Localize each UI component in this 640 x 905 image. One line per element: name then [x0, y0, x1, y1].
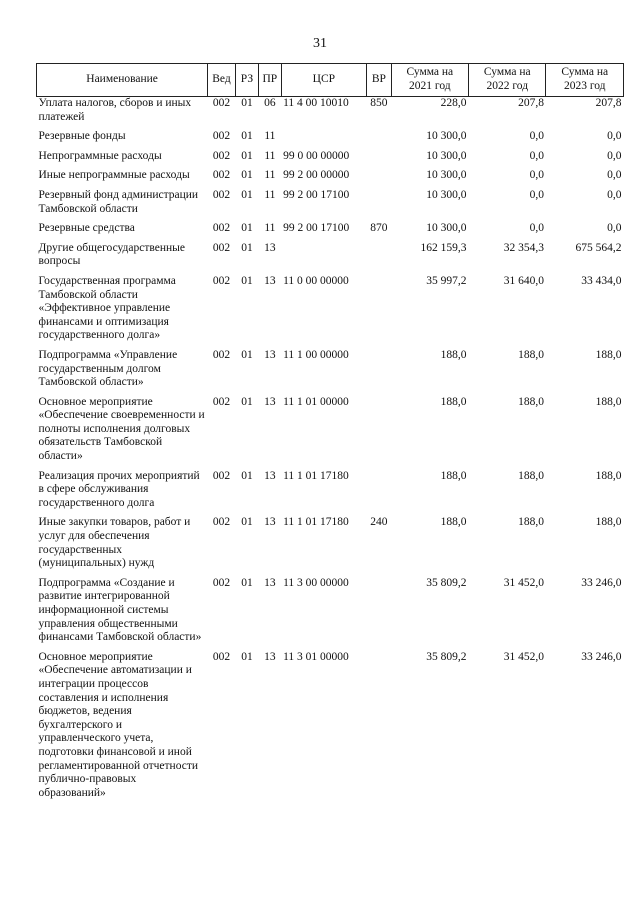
- cell-pr: 11: [264, 169, 276, 182]
- cell-pr: 13: [264, 469, 276, 482]
- cell-name: Резервный фонд администрации Тамбовской области: [38, 188, 199, 215]
- cell-name: Основное мероприятие «Обеспечение автоматизации и интеграции процессов составления и исполнения бюджетов, ведения бухгалтерского и управленческого учета, подготовки финансовой и иной регламентированной отчетности публично-правовых образований»: [38, 650, 199, 799]
- cell-vr: [367, 651, 391, 801]
- cell-sum-2021: 188,0: [440, 395, 467, 408]
- header-pr: ПР: [259, 64, 281, 97]
- cell-name: Уплата налогов, сборов и иных платежей: [38, 97, 192, 123]
- table-row: [37, 577, 624, 645]
- cell-sum-2021: 10 300,0: [426, 130, 467, 143]
- cell-sum-2022: 188,0: [518, 516, 544, 529]
- cell-sum-2022: 31 452,0: [503, 650, 544, 663]
- cell-ved: 002: [212, 469, 231, 482]
- cell-sum-2021: 228,0: [440, 97, 467, 109]
- cell-ved: 002: [212, 274, 231, 287]
- cell-name: Другие общегосударственные вопросы: [38, 241, 185, 268]
- cell-rz: 01: [241, 650, 253, 663]
- cell-vr: 850: [370, 97, 388, 109]
- header-rz: РЗ: [235, 64, 258, 97]
- cell-sum-2021: 35 809,2: [426, 576, 467, 589]
- cell-pr: 13: [264, 395, 276, 408]
- header-sum-2021: Сумма на 2021 год: [391, 64, 468, 97]
- header-csr: ЦСР: [281, 64, 367, 97]
- cell-sum-2021: 10 300,0: [426, 222, 467, 235]
- cell-sum-2023: 207,8: [595, 97, 622, 109]
- cell-rz: 01: [241, 188, 253, 201]
- cell-sum-2021: 35 997,2: [426, 274, 467, 287]
- cell-pr: 13: [264, 516, 276, 529]
- cell-sum-2023: 0,0: [607, 222, 622, 235]
- cell-rz: 01: [241, 576, 253, 589]
- cell-name: Непрограммные расходы: [38, 149, 162, 162]
- header-ved: Вед: [208, 64, 236, 97]
- cell-pr: 13: [264, 348, 276, 361]
- cell-name: Иные закупки товаров, работ и услуг для обеспечения государственных (муниципальных) нужд: [38, 516, 191, 570]
- cell-csr: 11 0 00 00000: [283, 274, 349, 287]
- cell-vr: [367, 577, 391, 645]
- cell-sum-2023: 0,0: [607, 169, 622, 182]
- cell-ved: 002: [212, 97, 231, 109]
- cell-csr: [281, 130, 367, 144]
- page-number: 31: [313, 36, 327, 51]
- table-row: [37, 516, 624, 570]
- cell-vr: [367, 130, 391, 144]
- cell-sum-2021: 188,0: [440, 469, 467, 482]
- cell-ved: 002: [212, 395, 231, 408]
- cell-pr: 11: [264, 222, 276, 235]
- cell-sum-2021: 10 300,0: [426, 149, 467, 162]
- cell-sum-2022: 188,0: [518, 348, 544, 361]
- table-row: [37, 130, 624, 144]
- cell-pr: 11: [264, 188, 276, 201]
- cell-sum-2023: 188,0: [595, 348, 622, 361]
- cell-vr: [367, 189, 391, 216]
- cell-ved: 002: [212, 169, 231, 182]
- cell-csr: 11 1 01 00000: [283, 395, 349, 408]
- cell-name: Иные непрограммные расходы: [38, 169, 190, 182]
- cell-pr: 11: [264, 130, 276, 143]
- cell-sum-2022: 0,0: [529, 222, 544, 235]
- cell-pr: 13: [264, 576, 276, 589]
- cell-sum-2023: 188,0: [595, 516, 622, 529]
- cell-csr: 11 1 01 17180: [283, 469, 349, 482]
- cell-ved: 002: [212, 188, 231, 201]
- cell-rz: 01: [241, 274, 253, 287]
- cell-sum-2023: 0,0: [607, 188, 622, 201]
- table-row: [37, 470, 624, 511]
- table-row: [37, 150, 624, 164]
- cell-sum-2023: 33 434,0: [581, 274, 622, 287]
- cell-sum-2022: 188,0: [518, 469, 544, 482]
- cell-rz: 01: [241, 130, 253, 143]
- cell-pr: 13: [264, 241, 276, 254]
- cell-sum-2022: 0,0: [529, 169, 544, 182]
- cell-csr: 99 2 00 17100: [283, 188, 350, 201]
- row-spacer: [37, 800, 624, 806]
- cell-rz: 01: [241, 469, 253, 482]
- cell-csr: 99 2 00 17100: [283, 222, 350, 235]
- cell-sum-2021: 10 300,0: [426, 169, 467, 182]
- cell-sum-2022: 32 354,3: [503, 241, 544, 254]
- cell-sum-2021: 35 809,2: [426, 650, 467, 663]
- cell-ved: 002: [212, 650, 231, 663]
- cell-name: Подпрограмма «Создание и развитие интегрированной информационной системы управления общественными финансами Тамбовской области»: [38, 576, 202, 644]
- table-row: [37, 169, 624, 183]
- cell-ved: 002: [212, 149, 231, 162]
- cell-pr: 13: [264, 274, 276, 287]
- cell-csr: 11 4 00 10010: [283, 97, 349, 109]
- cell-csr: 99 2 00 00000: [283, 169, 350, 182]
- cell-vr: [367, 275, 391, 343]
- cell-name: Основное мероприятие «Обеспечение своевременности и полноты исполнения долговых обязательств Тамбовской области»: [38, 395, 205, 463]
- cell-pr: 06: [264, 97, 276, 109]
- cell-sum-2023: 33 246,0: [581, 576, 622, 589]
- cell-ved: 002: [212, 130, 231, 143]
- cell-sum-2022: 31 640,0: [503, 274, 544, 287]
- cell-csr: 11 1 00 00000: [283, 348, 349, 361]
- cell-rz: 01: [241, 169, 253, 182]
- cell-csr: 11 3 00 00000: [283, 576, 349, 589]
- cell-rz: 01: [241, 222, 253, 235]
- cell-sum-2021: 188,0: [440, 516, 467, 529]
- cell-sum-2023: 0,0: [607, 130, 622, 143]
- cell-sum-2023: 0,0: [607, 149, 622, 162]
- cell-name: Резервные фонды: [38, 130, 126, 143]
- cell-ved: 002: [212, 241, 231, 254]
- cell-pr: 11: [264, 149, 276, 162]
- cell-ved: 002: [212, 348, 231, 361]
- cell-sum-2023: 188,0: [595, 395, 622, 408]
- header-vr: ВР: [367, 64, 391, 97]
- cell-ved: 002: [212, 516, 231, 529]
- cell-vr: [367, 150, 391, 164]
- cell-ved: 002: [212, 222, 231, 235]
- cell-vr: 870: [370, 222, 388, 235]
- cell-ved: 002: [212, 576, 231, 589]
- cell-sum-2023: 188,0: [595, 469, 622, 482]
- table-row: [37, 222, 624, 236]
- cell-vr: [367, 349, 391, 390]
- cell-rz: 01: [241, 97, 253, 109]
- cell-vr: [367, 470, 391, 511]
- table-row: [37, 396, 624, 464]
- cell-rz: 01: [241, 241, 253, 254]
- cell-vr: [367, 242, 391, 269]
- cell-rz: 01: [241, 348, 253, 361]
- cell-sum-2022: 0,0: [529, 149, 544, 162]
- cell-sum-2022: 207,8: [518, 97, 544, 109]
- cell-sum-2023: 33 246,0: [581, 650, 622, 663]
- cell-vr: [367, 169, 391, 183]
- cell-name: Резервные средства: [38, 222, 135, 235]
- cell-sum-2022: 188,0: [518, 395, 544, 408]
- table-header-row: [37, 64, 624, 97]
- cell-sum-2022: 0,0: [529, 188, 544, 201]
- header-sum-2022: Сумма на 2022 год: [469, 64, 546, 97]
- cell-sum-2022: 0,0: [529, 130, 544, 143]
- cell-sum-2021: 10 300,0: [426, 188, 467, 201]
- cell-name: Государственная программа Тамбовской области «Эффективное управление финансами и оптимизация государственного долга»: [38, 274, 176, 342]
- cell-name: Реализация прочих мероприятий в сфере обслуживания государственного долга: [38, 469, 200, 509]
- cell-csr: 11 3 01 00000: [283, 650, 349, 663]
- cell-vr: [367, 396, 391, 464]
- cell-sum-2021: 188,0: [440, 348, 467, 361]
- table-row: [37, 242, 624, 269]
- table-row: [37, 97, 624, 125]
- cell-rz: 01: [241, 149, 253, 162]
- table-row: [37, 349, 624, 390]
- cell-name: Подпрограмма «Управление государственным долгом Тамбовской области»: [38, 348, 178, 389]
- cell-csr: 99 0 00 00000: [283, 149, 350, 162]
- cell-sum-2021: 162 159,3: [420, 241, 467, 254]
- cell-pr: 13: [264, 650, 276, 663]
- cell-csr: [281, 242, 367, 269]
- cell-rz: 01: [241, 516, 253, 529]
- header-sum-2023: Сумма на 2023 год: [546, 64, 624, 97]
- header-name: Наименование: [37, 64, 208, 97]
- table-row: [37, 189, 624, 216]
- cell-sum-2023: 675 564,2: [575, 241, 622, 254]
- table-row: [37, 651, 624, 801]
- cell-csr: 11 1 01 17180: [283, 516, 349, 529]
- row-spacer-cell: [37, 800, 624, 806]
- cell-vr: 240: [370, 516, 388, 529]
- table-row: [37, 275, 624, 343]
- cell-sum-2022: 31 452,0: [503, 576, 544, 589]
- budget-table: [36, 63, 624, 806]
- cell-rz: 01: [241, 395, 253, 408]
